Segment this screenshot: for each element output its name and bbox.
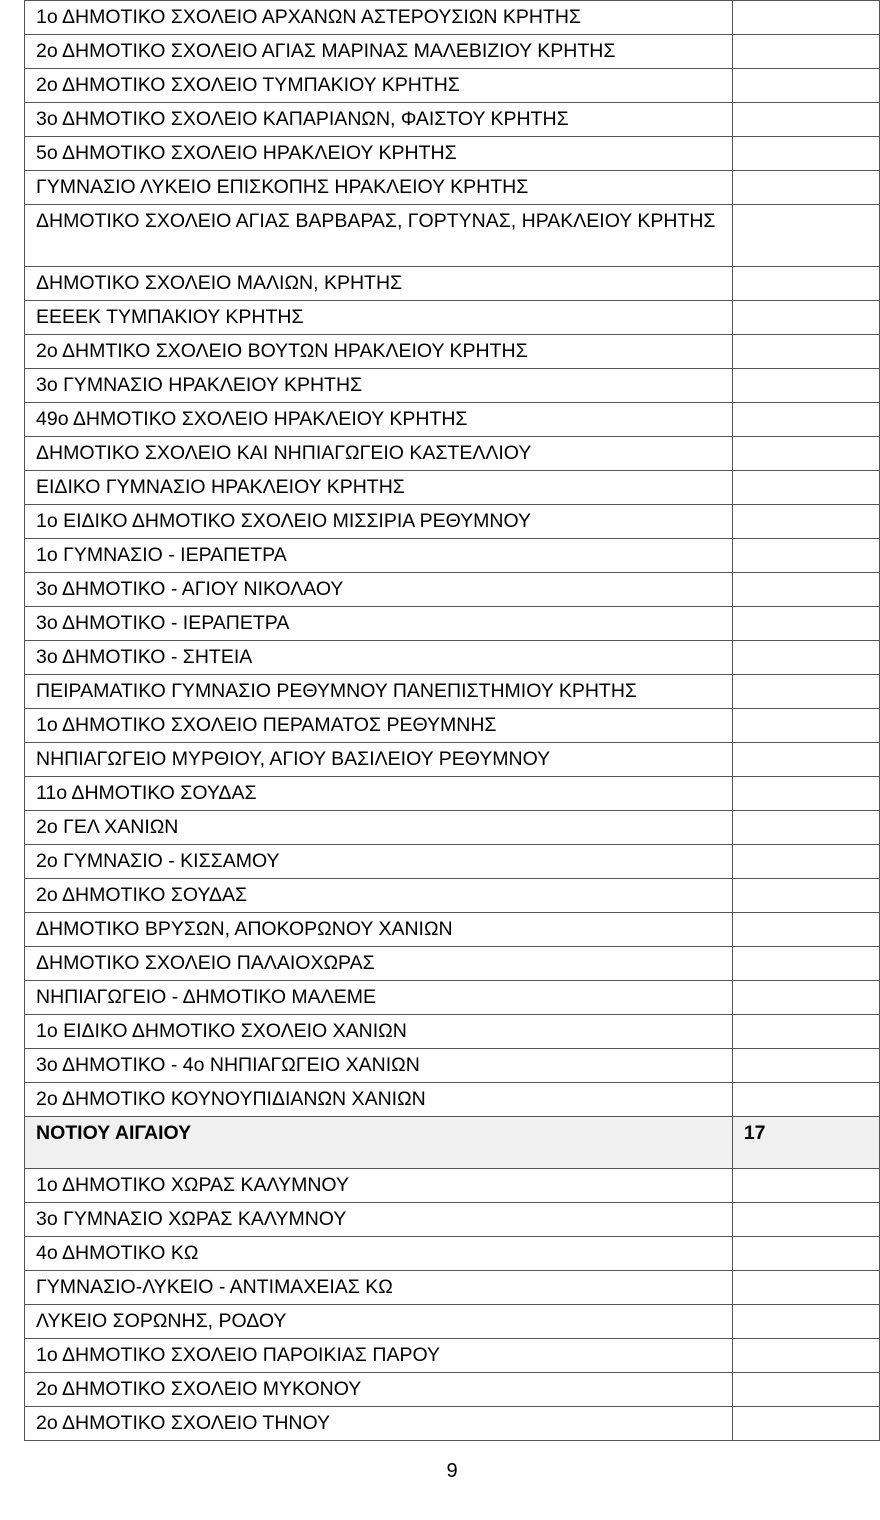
school-count: [732, 947, 879, 981]
school-name: 1ο ΓΥΜΝΑΣΙΟ - ΙΕΡΑΠΕΤΡΑ: [25, 539, 733, 573]
school-count: [732, 879, 879, 913]
table-row: [25, 1339, 880, 1373]
table-row: [25, 1271, 880, 1305]
school-count: [732, 573, 879, 607]
table-row: [25, 1407, 880, 1441]
school-count: [732, 709, 879, 743]
school-name: 3ο ΔΗΜΟΤΙΚΟ - ΣΗΤΕΙΑ: [25, 641, 733, 675]
school-count: [732, 35, 879, 69]
school-count: [732, 1083, 879, 1117]
school-name: ΔΗΜΟΤΙΚΟ ΒΡΥΣΩΝ, ΑΠΟΚΟΡΩΝΟΥ ΧΑΝΙΩΝ: [25, 913, 733, 947]
school-count: [732, 1015, 879, 1049]
school-count: [732, 1271, 879, 1305]
school-count: [732, 1373, 879, 1407]
school-count: [732, 471, 879, 505]
school-count: [732, 743, 879, 777]
school-name: 3ο ΔΗΜΟΤΙΚΟ - ΙΕΡΑΠΕΤΡΑ: [25, 607, 733, 641]
table-row: [25, 35, 880, 69]
school-name: 2ο ΔΗΜΟΤΙΚΟ ΣΧΟΛΕΙΟ ΜΥΚΟΝΟΥ: [25, 1373, 733, 1407]
school-count: [732, 103, 879, 137]
school-name: 1ο ΔΗΜΟΤΙΚΟ ΣΧΟΛΕΙΟ ΑΡΧΑΝΩΝ ΑΣΤΕΡΟΥΣΙΩΝ ΚΡΗΤΗΣ: [25, 1, 733, 35]
table-row: [25, 743, 880, 777]
school-count: [732, 505, 879, 539]
school-name: 3ο ΔΗΜΟΤΙΚΟ - 4ο ΝΗΠΙΑΓΩΓΕΙΟ ΧΑΝΙΩΝ: [25, 1049, 733, 1083]
school-count: [732, 137, 879, 171]
school-count: [732, 539, 879, 573]
table-row: [25, 471, 880, 505]
school-name: ΔΗΜΟΤΙΚΟ ΣΧΟΛΕΙΟ ΑΓΙΑΣ ΒΑΡΒΑΡΑΣ, ΓΟΡΤΥΝΑΣ, ΗΡΑΚΛΕΙΟΥ ΚΡΗΤΗΣ: [25, 205, 733, 267]
table-row: [25, 981, 880, 1015]
school-name: ΝΗΠΙΑΓΩΓΕΙΟ ΜΥΡΘΙΟΥ, ΑΓΙΟΥ ΒΑΣΙΛΕΙΟΥ ΡΕΘΥΜΝΟΥ: [25, 743, 733, 777]
table-row: [25, 1203, 880, 1237]
region-name: ΝΟΤΙΟΥ ΑΙΓΑΙΟΥ: [25, 1117, 733, 1169]
table-row: [25, 879, 880, 913]
school-count: [732, 171, 879, 205]
school-name: 5ο ΔΗΜΟΤΙΚΟ ΣΧΟΛΕΙΟ ΗΡΑΚΛΕΙΟΥ ΚΡΗΤΗΣ: [25, 137, 733, 171]
school-name: 2ο ΓΕΛ ΧΑΝΙΩΝ: [25, 811, 733, 845]
table-row: [25, 607, 880, 641]
table-row: [25, 301, 880, 335]
school-count: [732, 777, 879, 811]
table-row: [25, 1237, 880, 1271]
school-count: [732, 1407, 879, 1441]
table-row: [25, 913, 880, 947]
table-row: [25, 171, 880, 205]
school-count: [732, 811, 879, 845]
school-count: [732, 913, 879, 947]
table-row: [25, 845, 880, 879]
school-count: [732, 641, 879, 675]
table-row: [25, 709, 880, 743]
table-row: [25, 437, 880, 471]
table-row: [25, 1169, 880, 1203]
school-name: ΛΥΚΕΙΟ ΣΟΡΩΝΗΣ, ΡΟΔΟΥ: [25, 1305, 733, 1339]
schools-table: [24, 0, 880, 1441]
school-count: [732, 845, 879, 879]
table-row: [25, 403, 880, 437]
school-name: 1ο ΕΙΔΙΚΟ ΔΗΜΟΤΙΚΟ ΣΧΟΛΕΙΟ ΜΙΣΣΙΡΙΑ ΡΕΘΥΜΝΟΥ: [25, 505, 733, 539]
school-name: 3ο ΔΗΜΟΤΙΚΟ - ΑΓΙΟΥ ΝΙΚΟΛΑΟΥ: [25, 573, 733, 607]
school-name: 2ο ΔΗΜΟΤΙΚΟ ΣΟΥΔΑΣ: [25, 879, 733, 913]
school-count: [732, 607, 879, 641]
school-name: ΝΗΠΙΑΓΩΓΕΙΟ - ΔΗΜΟΤΙΚΟ ΜΑΛΕΜΕ: [25, 981, 733, 1015]
table-row: [25, 1305, 880, 1339]
school-name: 11ο ΔΗΜΟΤΙΚΟ ΣΟΥΔΑΣ: [25, 777, 733, 811]
school-name: 2ο ΔΗΜΤΙΚΟ ΣΧΟΛΕΙΟ ΒΟΥΤΩΝ ΗΡΑΚΛΕΙΟΥ ΚΡΗΤΗΣ: [25, 335, 733, 369]
table-row: [25, 1083, 880, 1117]
school-name: ΔΗΜΟΤΙΚΟ ΣΧΟΛΕΙΟ ΚΑΙ ΝΗΠΙΑΓΩΓΕΙΟ ΚΑΣΤΕΛΛΙΟΥ: [25, 437, 733, 471]
table-row: [25, 777, 880, 811]
school-count: [732, 437, 879, 471]
school-name: ΕΕΕΕΚ ΤΥΜΠΑΚΙΟΥ ΚΡΗΤΗΣ: [25, 301, 733, 335]
table-row: [25, 1373, 880, 1407]
school-name: 3ο ΔΗΜΟΤΙΚΟ ΣΧΟΛΕΙΟ ΚΑΠΑΡΙΑΝΩΝ, ΦΑΙΣΤΟΥ ΚΡΗΤΗΣ: [25, 103, 733, 137]
school-name: 1ο ΔΗΜΟΤΙΚΟ ΣΧΟΛΕΙΟ ΠΕΡΑΜΑΤΟΣ ΡΕΘΥΜΝΗΣ: [25, 709, 733, 743]
table-row: [25, 641, 880, 675]
school-name: 2ο ΔΗΜΟΤΙΚΟ ΣΧΟΛΕΙΟ ΤΗΝΟΥ: [25, 1407, 733, 1441]
school-count: [732, 267, 879, 301]
school-count: [732, 1, 879, 35]
school-count: [732, 1305, 879, 1339]
school-name: ΔΗΜΟΤΙΚΟ ΣΧΟΛΕΙΟ ΠΑΛΑΙΟΧΩΡΑΣ: [25, 947, 733, 981]
school-count: [732, 69, 879, 103]
school-name: 3ο ΓΥΜΝΑΣΙΟ ΧΩΡΑΣ ΚΑΛΥΜΝΟΥ: [25, 1203, 733, 1237]
school-name: ΓΥΜΝΑΣΙΟ-ΛΥΚΕΙΟ - ΑΝΤΙΜΑΧΕΙΑΣ ΚΩ: [25, 1271, 733, 1305]
table-row: [25, 103, 880, 137]
school-name: 1ο ΔΗΜΟΤΙΚΟ ΣΧΟΛΕΙΟ ΠΑΡΟΙΚΙΑΣ ΠΑΡΟΥ: [25, 1339, 733, 1373]
school-count: [732, 335, 879, 369]
region-count: 17: [732, 1117, 879, 1169]
region-header-row: [25, 1117, 880, 1169]
school-count: [732, 1049, 879, 1083]
school-count: [732, 403, 879, 437]
school-name: 2ο ΔΗΜΟΤΙΚΟ ΚΟΥΝΟΥΠΙΔΙΑΝΩΝ ΧΑΝΙΩΝ: [25, 1083, 733, 1117]
school-count: [732, 1339, 879, 1373]
school-name: 2ο ΓΥΜΝΑΣΙΟ - ΚΙΣΣΑΜΟΥ: [25, 845, 733, 879]
school-name: ΔΗΜΟΤΙΚΟ ΣΧΟΛΕΙΟ ΜΑΛΙΩΝ, ΚΡΗΤΗΣ: [25, 267, 733, 301]
table-row: [25, 1015, 880, 1049]
school-count: [732, 1203, 879, 1237]
table-row: [25, 505, 880, 539]
schools-table-body: [25, 1, 880, 1441]
school-count: [732, 301, 879, 335]
table-row: [25, 539, 880, 573]
page-number: 9: [446, 1460, 458, 1482]
school-count: [732, 1169, 879, 1203]
school-name: 3ο ΓΥΜΝΑΣΙΟ ΗΡΑΚΛΕΙΟΥ ΚΡΗΤΗΣ: [25, 369, 733, 403]
school-name: 49ο ΔΗΜΟΤΙΚΟ ΣΧΟΛΕΙΟ ΗΡΑΚΛΕΙΟΥ ΚΡΗΤΗΣ: [25, 403, 733, 437]
table-row: [25, 335, 880, 369]
table-row: [25, 137, 880, 171]
table-row: [25, 811, 880, 845]
school-name: ΠΕΙΡΑΜΑΤΙΚΟ ΓΥΜΝΑΣΙΟ ΡΕΘΥΜΝΟΥ ΠΑΝΕΠΙΣΤΗΜΙΟΥ ΚΡΗΤΗΣ: [25, 675, 733, 709]
school-name: ΓΥΜΝΑΣΙΟ ΛΥΚΕΙΟ ΕΠΙΣΚΟΠΗΣ ΗΡΑΚΛΕΙΟΥ ΚΡΗΤΗΣ: [25, 171, 733, 205]
table-row: [25, 369, 880, 403]
school-name: 2ο ΔΗΜΟΤΙΚΟ ΣΧΟΛΕΙΟ ΤΥΜΠΑΚΙΟΥ ΚΡΗΤΗΣ: [25, 69, 733, 103]
table-row: [25, 573, 880, 607]
table-row: [25, 675, 880, 709]
school-count: [732, 675, 879, 709]
table-row: [25, 267, 880, 301]
table-row: [25, 205, 880, 267]
table-row: [25, 1, 880, 35]
school-count: [732, 205, 879, 267]
table-row: [25, 69, 880, 103]
school-name: 1ο ΕΙΔΙΚΟ ΔΗΜΟΤΙΚΟ ΣΧΟΛΕΙΟ ΧΑΝΙΩΝ: [25, 1015, 733, 1049]
table-row: [25, 1049, 880, 1083]
school-name: ΕΙΔΙΚΟ ΓΥΜΝΑΣΙΟ ΗΡΑΚΛΕΙΟΥ ΚΡΗΤΗΣ: [25, 471, 733, 505]
school-count: [732, 369, 879, 403]
school-count: [732, 1237, 879, 1271]
school-name: 2ο ΔΗΜΟΤΙΚΟ ΣΧΟΛΕΙΟ ΑΓΙΑΣ ΜΑΡΙΝΑΣ ΜΑΛΕΒΙΖΙΟΥ ΚΡΗΤΗΣ: [25, 35, 733, 69]
school-name: 1ο ΔΗΜΟΤΙΚΟ ΧΩΡΑΣ ΚΑΛΥΜΝΟΥ: [25, 1169, 733, 1203]
table-row: [25, 947, 880, 981]
school-name: 4ο ΔΗΜΟΤΙΚΟ ΚΩ: [25, 1237, 733, 1271]
school-count: [732, 981, 879, 1015]
